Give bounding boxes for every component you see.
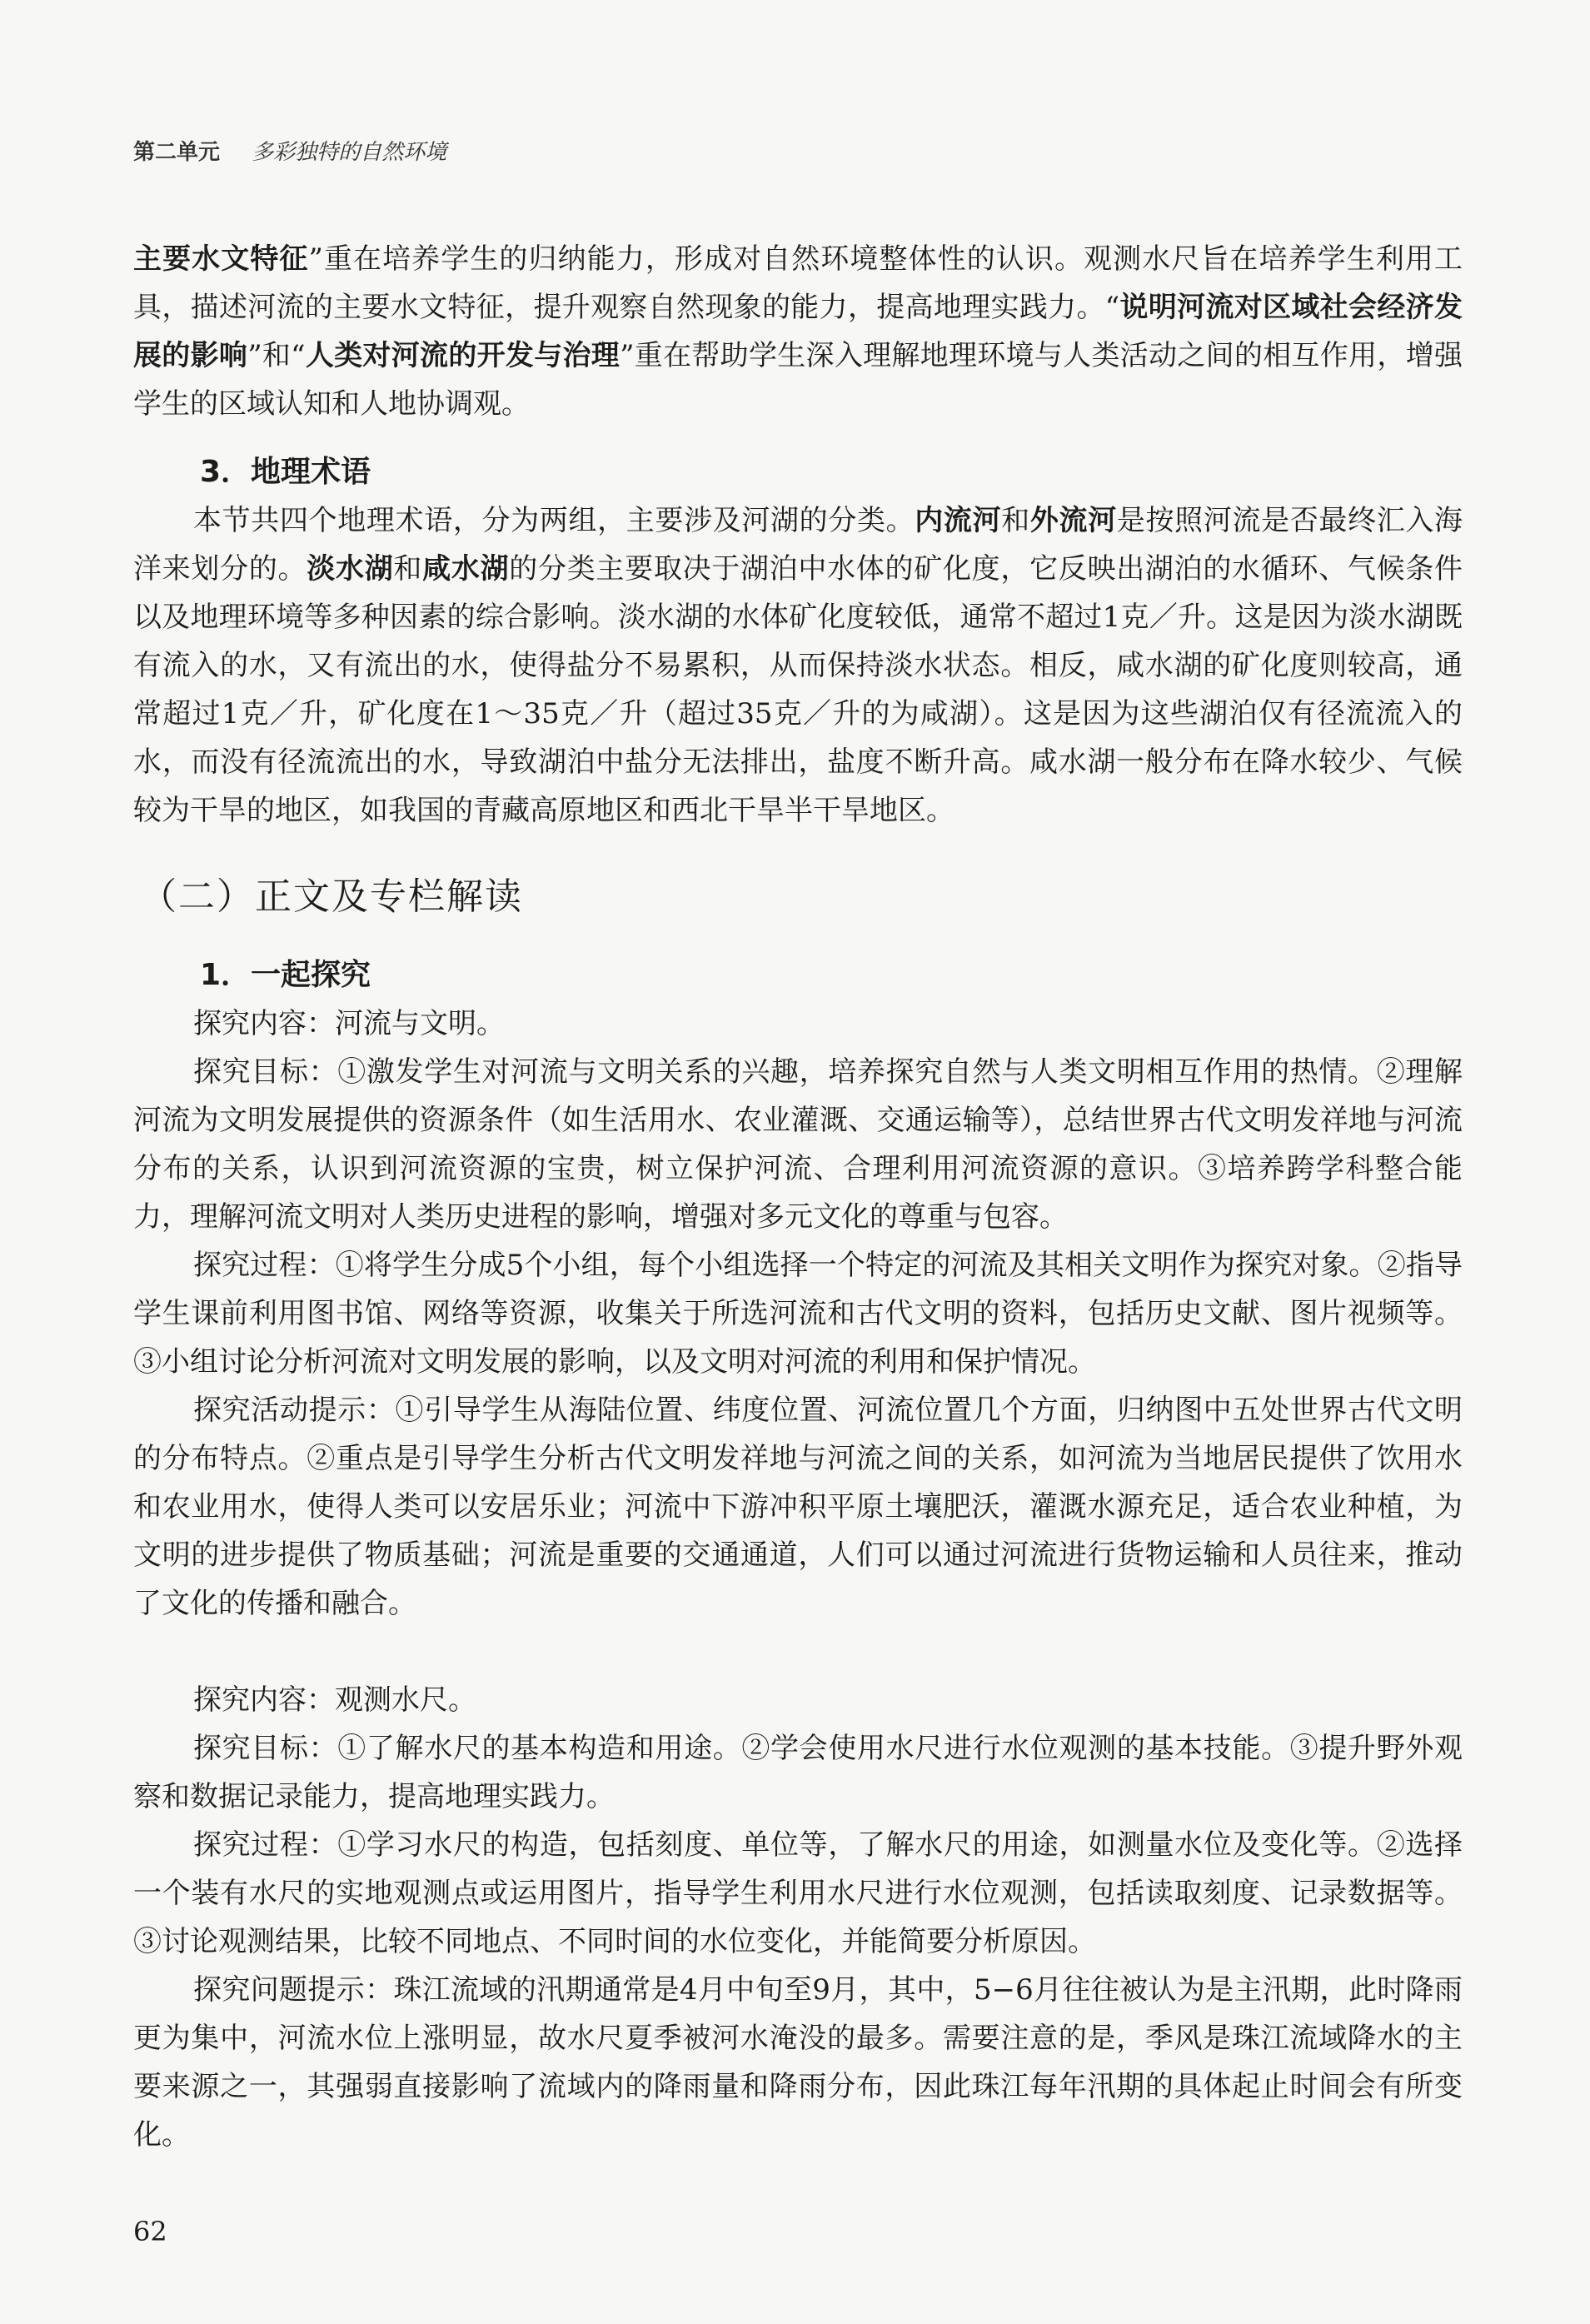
text-run: ”重在培养学生的归纳能力，形成对自然环境整体性的认识。观测水尺旨在培养学生利用工具，描述河流的主要水文特征，提升观察自然现象的能力，提高地理实践力。“: [133, 242, 1463, 324]
text-run: 和: [1001, 504, 1030, 537]
text-run: 是按照河流是否最终汇入海洋来划分的。: [133, 504, 1463, 586]
bold-term: 主要水文特征: [133, 242, 309, 276]
bold-term: 咸水湖: [422, 552, 510, 586]
explore-b-goal: 探究目标：①了解水尺的基本构造和用途。②学会使用水尺进行水位观测的基本技能。③提升野外观察和数据记录能力，提高地理实践力。: [133, 1732, 1463, 1813]
terms-heading: 3．地理术语: [200, 455, 371, 489]
body-text: [133, 235, 1463, 2159]
unit-label: 第二单元: [133, 140, 221, 165]
explore-b-tips: 探究问题提示：珠江流域的汛期通常是4月中旬至9月，其中，5−6月往往被认为是主汛期，此时降雨更为集中，河流水位上涨明显，故水尺夏季被河水淹没的最多。需要注意的是，季风是珠江流域降水的主要来源之一，其强弱直接影响了流域内的降雨量和降雨分布，因此珠江每年汛期的具体起止时间会有所变化。: [133, 1973, 1463, 2152]
explore-a-tips: 探究活动提示：①引导学生从海陆位置、纬度位置、河流位置几个方面，归纳图中五处世界古代文明的分布特点。②重点是引导学生分析古代文明发祥地与河流之间的关系，如河流为当地居民提供了饮用水和农业用水，使得人类可以安居乐业；河流中下游冲积平原土壤肥沃，灌溉水源充足，适合农业种植，为文明的进步提供了物质基础；河流是重要的交通通道，人们可以通过河流进行货物运输和人员往来，推动了文化的传播和融合。: [133, 1394, 1463, 1620]
text-run: ”和“: [247, 339, 306, 372]
explore-b-process: 探究过程：①学习水尺的构造，包括刻度、单位等，了解水尺的用途，如测量水位及变化等。②选择一个装有水尺的实地观测点或运用图片，指导学生利用水尺进行水位观测，包括读取刻度、记录数据等。③讨论观测结果，比较不同地点、不同时间的水位变化，并能简要分析原因。: [133, 1828, 1463, 1958]
bold-term: 说明河流对区域社会经济发展的影响: [133, 291, 1463, 372]
paragraph-gap: [133, 1628, 1463, 1676]
bold-term: 内流河: [915, 504, 1002, 537]
explore-a-process: 探究过程：①将学生分成5个小组，每个小组选择一个特定的河流及其相关文明作为探究对象。②指导学生课前利用图书馆、网络等资源，收集关于所选河流和古代文明的资料，包括历史文献、图片视频等。③小组讨论分析河流对文明发展的影响，以及文明对河流的利用和保护情况。: [133, 1249, 1463, 1379]
intro-paragraph: [133, 235, 1463, 428]
bold-term: 人类对河流的开发与治理: [305, 339, 621, 372]
chapter-title: 多彩独特的自然环境: [252, 140, 447, 165]
text-run: 的分类主要取决于湖泊中水体的矿化度，它反映出湖泊的水循环、气候条件以及地理环境等多种因素的综合影响。淡水湖的水体矿化度较低，通常不超过1克／升。这是因为淡水湖既有流入的水，又有流出的水，使得盐分不易累积，从而保持淡水状态。相反，咸水湖的矿化度则较高，通常超过1克／升，矿化度在1～35克／升（超过35克／升的为咸湖）。这是因为这些湖泊仅有径流流入的水，而没有径流流出的水，导致湖泊中盐分无法排出，盐度不断升高。咸水湖一般分布在降水较少、气候较为干旱的地区，如我国的青藏高原地区和西北干旱半干旱地区。: [133, 552, 1463, 827]
bold-term: 外流河: [1029, 504, 1117, 537]
text-run: 和: [393, 552, 423, 586]
explore-heading: 1．一起探究: [200, 958, 371, 992]
explore-a-content: 探究内容：河流与文明。: [193, 1007, 505, 1040]
text-run: ”重在帮助学生深入理解地理环境与人类活动之间的相互作用，增强学生的区域认知和人地协调观。: [133, 339, 1463, 421]
explore-b-content: 探究内容：观测水尺。: [193, 1683, 476, 1717]
section-heading: （二）正文及专栏解读: [140, 875, 523, 918]
page-number: 62: [133, 2216, 167, 2247]
running-header: [133, 135, 446, 166]
bold-term: 淡水湖: [307, 552, 394, 586]
text-run: 本节共四个地理术语，分为两组，主要涉及河湖的分类。: [193, 504, 915, 537]
terms-paragraph: [133, 496, 1463, 835]
explore-a-goal: 探究目标：①激发学生对河流与文明关系的兴趣，培养探究自然与人类文明相互作用的热情。②理解河流为文明发展提供的资源条件（如生活用水、农业灌溉、交通运输等），总结世界古代文明发祥地与河流分布的关系，认识到河流资源的宝贵，树立保护河流、合理利用河流资源的意识。③培养跨学科整合能力，理解河流文明对人类历史进程的影响，增强对多元文化的尊重与包容。: [133, 1055, 1463, 1234]
